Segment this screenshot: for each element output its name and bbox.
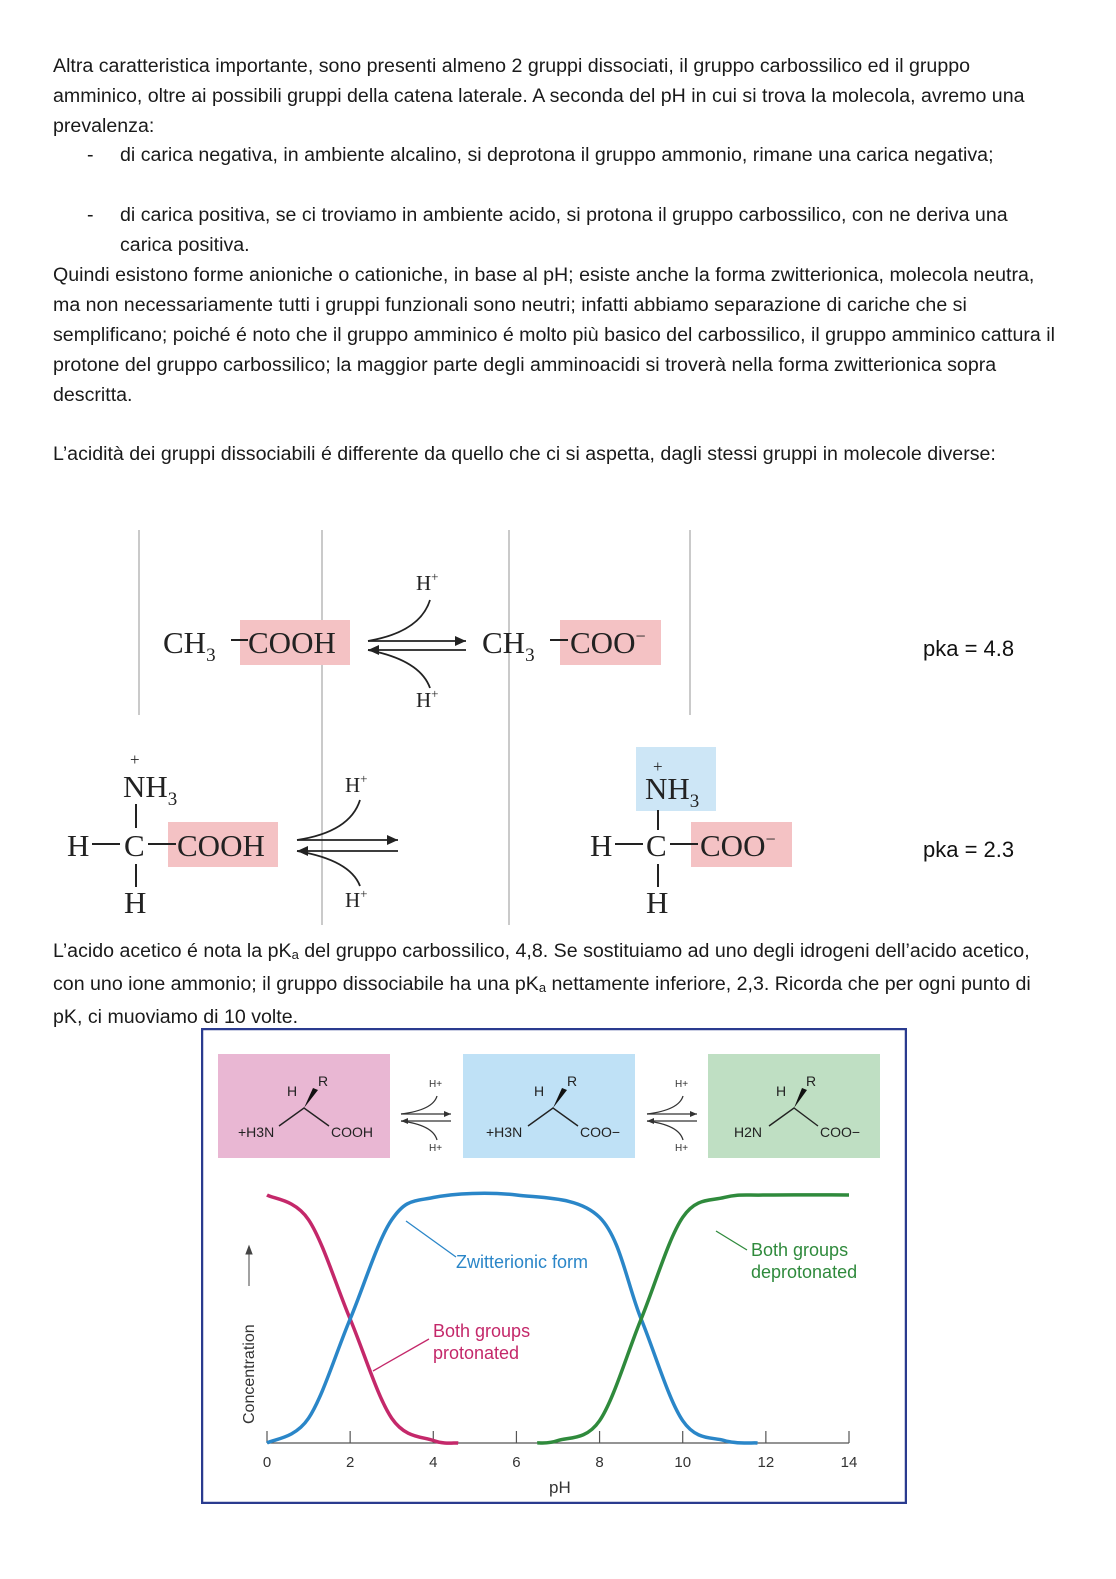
x-tick-label: 0 [262, 1454, 272, 1471]
h-atom: H [534, 1083, 545, 1099]
ch3-subscript: 3 [525, 645, 535, 666]
ch3-subscript: 3 [206, 645, 216, 666]
equilibrium-arrow-1 [368, 600, 466, 688]
h-plus-label: H+ [429, 1079, 443, 1090]
form-deprotonated-box [708, 1054, 880, 1158]
h-plus-top: H [345, 773, 361, 797]
h-plus-bottom: H [345, 888, 361, 912]
r-group: R [567, 1073, 578, 1089]
coo-charge: − [635, 626, 646, 646]
r-group: R [318, 1073, 329, 1089]
x-axis-label: pH [549, 1478, 571, 1497]
nh3-subscript: 3 [689, 791, 700, 812]
nh3-label: NH [645, 771, 690, 806]
svg-text:CH3 [482, 625, 535, 666]
p4-sub-a: a [538, 979, 547, 995]
p4-text-c: nettamente inferiore, 2,3. Ricorda che per ogni punto di pK, ci muoviamo di 10 volte. [53, 972, 1031, 1028]
form-zwitterion-box [463, 1054, 635, 1158]
coo-label: COO [570, 625, 636, 660]
svg-text:H+ [345, 771, 368, 797]
coo-label: COO [700, 828, 766, 863]
plus-sign: + [130, 750, 140, 769]
protonated-annotation-1: Both groups [433, 1321, 531, 1341]
plus-sign: + [431, 686, 439, 701]
plus-sign: + [431, 569, 439, 584]
plus-sign: + [360, 771, 368, 786]
bullet-text: di carica negativa, in ambiente alcalino, si deprotona il gruppo ammonio, rimane una carica negativa; [120, 144, 994, 166]
equilibrium-arrow-2 [297, 800, 398, 886]
h-atom: H [67, 828, 90, 863]
svg-text:NH3 [123, 769, 177, 810]
paragraph-intro: Altra caratteristica importante, sono presenti almeno 2 gruppi dissociati, il gruppo carbossilico ed il gruppo amminico, oltre ai possibili gruppi della catena laterale. A seconda del pH in cui si trova la molecola, avremo una prevalenza: [53, 55, 1025, 137]
form-protonated-box [218, 1054, 390, 1158]
cooh-label: COOH [177, 828, 265, 863]
paragraph-zwitterion: Quindi esistono forme anioniche o cationiche, in base al pH; esiste anche la forma zwitterionica, molecola neutra, ma non necessariamente tutti i gruppi funzionali sono neutri; infatti abbiamo separazione di cariche che si semplificano; poiché é noto che il gruppo amminico é molto più basico del carbossilico, il gruppo amminico cattura il protone del gruppo carbossilico; la maggior parte degli amminoacidi si troverà nella forma zwitterionica sopra descritta. [53, 264, 1055, 406]
p4-sub-a: a [291, 947, 299, 962]
svg-text:H+ [345, 886, 368, 912]
deprotonated-annotation-1: Both groups [751, 1240, 849, 1260]
h-atom: H [590, 828, 613, 863]
h-atom: H [776, 1083, 787, 1099]
paragraph-acidity: L’acidità dei gruppi dissociabili é differente da quello che ci si aspetta, dagli stessi gruppi in molecole diverse: [53, 443, 996, 465]
nh3-plus: +H3N [238, 1124, 275, 1140]
h-plus-top: H [416, 571, 432, 595]
plus-sign: + [653, 757, 663, 776]
deprotonated-annotation-2: deprotonated [751, 1262, 858, 1282]
nh3-plus: +H3N [486, 1124, 523, 1140]
cooh-label: COOH [248, 625, 336, 660]
svg-text:H+ [416, 569, 439, 595]
h-plus-label: H+ [675, 1143, 689, 1154]
coo-minus: COO− [580, 1124, 621, 1140]
h-atom: H [287, 1083, 298, 1099]
paragraph-pka-comparison [53, 937, 1063, 1033]
h-plus-label: H+ [429, 1143, 443, 1154]
h-plus-bottom: H [416, 688, 432, 712]
r-group: R [806, 1073, 817, 1089]
amino-acid-ionization-figure [201, 1028, 907, 1504]
bullet-text: di carica positiva, se ci troviamo in ambiente acido, si protona il gruppo carbossilico, con ne deriva una carica positiva. [120, 204, 1008, 256]
bullet-dash: - [87, 204, 94, 226]
svg-text:COO− [700, 828, 776, 863]
plus-sign: + [360, 886, 368, 901]
svg-text:CH3 [163, 625, 216, 666]
x-tick-label: 10 [674, 1454, 692, 1471]
h-atom: H [124, 885, 147, 920]
zwitterion-annotation: Zwitterionic form [456, 1252, 589, 1272]
x-tick-label: 12 [757, 1454, 775, 1471]
h-atom: H [646, 885, 669, 920]
nh3-label: NH [123, 769, 168, 804]
y-axis-label: Concentration [241, 1324, 258, 1424]
x-tick-label: 8 [595, 1454, 604, 1471]
svg-text:COO− [570, 625, 646, 660]
h-plus-label: H+ [675, 1079, 689, 1090]
c-atom: C [124, 828, 145, 863]
ch3-label: CH [482, 625, 526, 660]
coo-charge: − [765, 829, 776, 849]
x-tick-label: 4 [429, 1454, 438, 1471]
bullet-dash: - [87, 144, 94, 166]
x-tick-label: 2 [345, 1454, 355, 1471]
x-tick-label: 6 [512, 1454, 521, 1471]
p4-text-a: L’acido acetico é nota la pK [53, 940, 292, 962]
nh2-label: H2N [734, 1124, 763, 1140]
c-atom: C [646, 828, 667, 863]
svg-text:H+ [416, 686, 439, 712]
ch3-label: CH [163, 625, 207, 660]
protonated-annotation-2: protonated [433, 1343, 520, 1363]
p4-text-b: del gruppo carbossilico, 4,8. Se sostituiamo ad uno degli idrogeni dell’acido acetico, con uno ione ammonio; il gruppo dissociabile ha una pK [53, 940, 1030, 995]
pka-acetic: pka = 4.8 [923, 636, 1015, 661]
nh3-subscript: 3 [167, 789, 178, 810]
coo-minus: COO− [820, 1124, 861, 1140]
cooh-label: COOH [331, 1124, 373, 1140]
x-tick-label: 14 [840, 1454, 858, 1471]
pka-glycine: pka = 2.3 [923, 837, 1015, 862]
